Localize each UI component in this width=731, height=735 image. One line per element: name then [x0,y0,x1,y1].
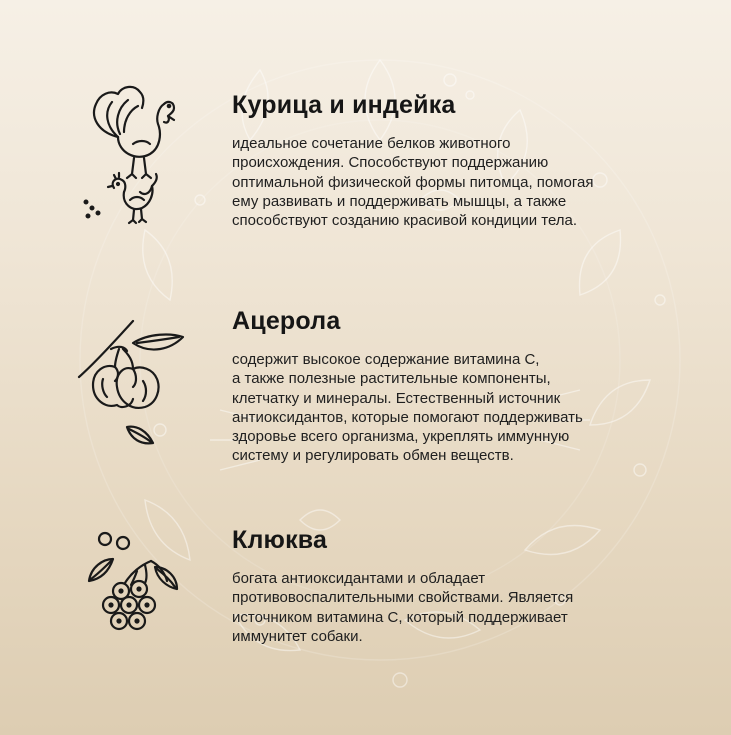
turkey-and-chicken-icon [78,82,188,232]
acerola-icon [75,315,195,460]
section-title: Курица и индейка [232,91,456,119]
section-description: содержит высокое содержание витамина С, а также полезные растительные компоненты, клетчатку и минералы. Естественный источник антиоксидантов, которые помогают поддерживать здоровье всего организма, укреплять иммунную систему и регулировать обмен веществ. [232,351,583,465]
section-description: богата антиоксидантами и обладает противовоспалительными свойствами. Является источником витамина С, который поддерживает иммунитет собаки. [232,570,574,645]
section-title: Клюква [232,526,328,554]
cranberry-icon [85,525,180,640]
section-title: Ацерола [232,307,341,335]
section-description: идеальное сочетание белков животного происхождения. Способствуют поддержанию оптимальной физической формы питомца, помогая ему развивать и поддерживать мышцы, а также способствуют созданию красивой кондиции тела. [232,135,594,230]
